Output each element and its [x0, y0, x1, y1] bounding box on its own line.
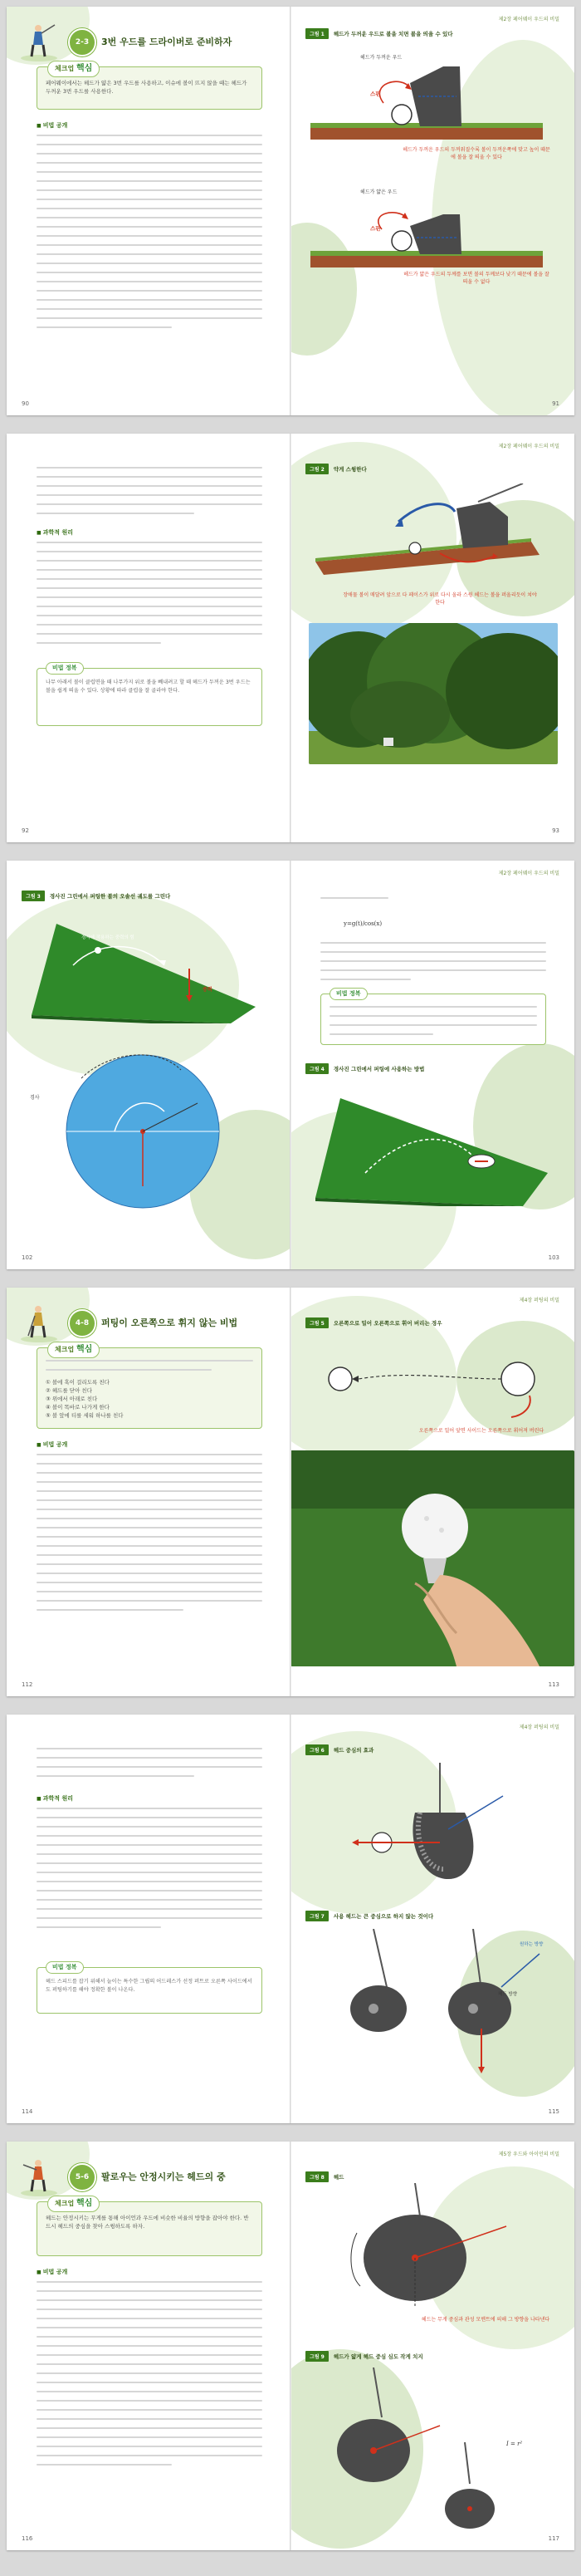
section-title: 팔로우는 안정시키는 헤드의 중 [101, 2171, 226, 2182]
section-title: 퍼팅이 오른쪽으로 휘지 않는 비법 [101, 1317, 238, 1328]
core-prefix: 체크업 [55, 65, 75, 72]
figure-title: 헤드 중심의 효과 [333, 1747, 374, 1754]
left-page [7, 1715, 290, 2123]
core-line: ① 볼에 훅이 걸리도록 친다 [46, 1379, 110, 1386]
figure-9-label [305, 2351, 423, 2362]
swing-note: 장애물 볼이 매달려 앞으로 다 페이스가 위로 다시 올라 스윙 헤드는 볼을 퍼올리듯이 쳐야 한다 [343, 592, 537, 606]
spin-label-2: 스핀 [370, 225, 381, 232]
figure-title: 오른쪽으로 밀어 오른쪽으로 휘어 버리는 경우 [333, 1320, 442, 1327]
figure-1-label [305, 28, 453, 39]
figure-3-label [22, 891, 170, 901]
right-page [290, 2142, 574, 2550]
tip-box [37, 665, 262, 726]
figure-number: 그림 2 [305, 464, 329, 474]
right-page [290, 1715, 574, 2123]
thick-wood-label: 헤드가 두꺼운 우드 [360, 55, 403, 61]
figure-title: 헤드가 두꺼운 우드로 볼을 치면 볼을 띄울 수 있다 [333, 31, 453, 37]
figure-8-label [305, 2171, 344, 2182]
subhead: ■ 비법 공개 [37, 121, 67, 130]
thick-wood-note: 헤드가 두꺼운 우드의 두꺼워질수록 볼이 두꺼운쪽에 맞고 높이 때문에 볼을 잘 띄울 수 있다 [403, 147, 550, 160]
tip-text: 헤드 스피드를 잡기 위해서 늘이는 특수한 그립의 어드레스가 선정 퍼트로 오른쪽 사이드에서도 퍼팅하기를 해야 정확한 볼이 나온다. [46, 1979, 252, 1993]
tip-text: 나무 아래서 볼이 클럽면을 때 나무가지 위로 볼을 빼내려고 할 때 헤드가 두꺼운 3번 우드는 볼을 쉽게 띄울 수 있다. 상황에 따라 클럽을 잘 골라야 한다. [46, 680, 251, 694]
slope-putting-illustration [307, 1082, 556, 1206]
swing-illustration [315, 483, 556, 591]
tip-tag [46, 662, 84, 675]
tip-label: 비법 [52, 665, 64, 671]
core-line: ② 헤드를 닫아 친다 [46, 1387, 92, 1395]
body-text [37, 467, 262, 522]
golfer-illustration [18, 1303, 60, 1342]
page-number: 115 [548, 2108, 559, 2115]
page-number: 114 [22, 2108, 33, 2115]
page-number: 103 [548, 1254, 559, 1261]
right-page [290, 1288, 574, 1696]
page-number: 90 [22, 400, 29, 407]
section-badge: 5-6 [68, 2163, 96, 2191]
spread-3 [7, 861, 574, 1269]
page-number: 112 [22, 1681, 33, 1688]
section-badge: 2-3 [68, 28, 96, 56]
spread-1 [7, 7, 574, 415]
core-line: ④ 볼이 똑바로 나가게 한다 [46, 1404, 110, 1411]
heavy-heads-illustration [324, 1929, 556, 2078]
core-tag [47, 61, 100, 77]
subhead: ■ 과학적 원리 [37, 528, 73, 537]
tip-word: 정복 [349, 990, 361, 997]
tip-box [37, 1964, 262, 2014]
tip-tag [330, 988, 368, 1000]
core-line: ③ 위에서 아래로 친다 [46, 1396, 98, 1403]
formula: y=g(t)/cos(x) [344, 920, 383, 927]
figure-2-label [305, 464, 367, 474]
body-text [37, 1748, 262, 1784]
core-box [37, 66, 262, 110]
page-number: 116 [22, 2535, 33, 2542]
subhead: ■ 비법 공개 [37, 1440, 67, 1449]
left-page [7, 861, 290, 1269]
figure-5-label [305, 1317, 442, 1328]
left-page [7, 434, 290, 842]
slope-force-label: 경사에 작용하는 중력의 힘 [81, 935, 134, 940]
page-number: 91 [552, 400, 559, 407]
figure-number: 그림 9 [305, 2351, 329, 2362]
running-head: 제4장 퍼팅의 비밀 [519, 1298, 559, 1303]
figure-6-label [305, 1744, 374, 1755]
section-title: 3번 우드를 드라이버로 준비하자 [101, 37, 232, 47]
right-page [290, 434, 574, 842]
spread-2 [7, 434, 574, 842]
figure-number: 그림 6 [305, 1744, 329, 1755]
body-text-2 [320, 942, 546, 988]
figure-title: 약게 스윙한다 [333, 466, 367, 473]
core-line: ⑤ 볼 앞에 티를 세워 하나를 친다 [46, 1412, 124, 1420]
head-center-illustration [340, 1763, 523, 1887]
figure-4-label [305, 1063, 424, 1074]
body-text-2 [37, 1808, 262, 1936]
core-label: 핵심 [76, 2199, 93, 2208]
body-text [37, 1454, 262, 1618]
left-page [7, 7, 290, 415]
core-prefix: 체크업 [55, 2200, 75, 2207]
body-text [37, 135, 262, 336]
core-text: 헤드는 안정시키는 무게를 통해 아이언과 우드에 비슷한 비율의 방향을 잡아야 한다. 반드시 헤드의 중심을 찾아 스윙하도록 하자. [46, 2215, 249, 2230]
spread-6 [7, 2142, 574, 2550]
slope-green-illustration [23, 907, 272, 1023]
spread-4 [7, 1288, 574, 1696]
golfer-illustration [18, 2156, 60, 2196]
head-direction-label: 헤드 방향 [498, 1992, 518, 1997]
figure-number: 그림 4 [305, 1063, 329, 1074]
body-text-2 [37, 542, 262, 651]
thin-wood-label: 헤드가 얇은 우드 [360, 189, 398, 195]
thick-wood-illustration [310, 58, 559, 158]
tip-word: 정복 [65, 1964, 77, 1970]
inertia-formula: I = r² [506, 2441, 523, 2447]
core-prefix: 체크업 [55, 1346, 75, 1353]
figure-7-label [305, 1911, 433, 1921]
running-head: 제2장 페어웨이 우드의 비밀 [498, 871, 559, 876]
head-moment-illustration [324, 2183, 540, 2316]
core-label: 핵심 [76, 64, 93, 73]
moment-note: 헤드는 무게 중심과 관성 모멘트에 의해 그 방향을 나타낸다 [421, 2317, 550, 2323]
trees-photo [309, 623, 558, 764]
left-page [7, 2142, 290, 2550]
putting-photo [290, 1450, 574, 1666]
tip-tag [46, 1961, 84, 1974]
tip-label: 비법 [336, 990, 348, 997]
golfer-illustration [18, 22, 60, 61]
desired-direction-label: 원하는 방향 [520, 1942, 544, 1947]
core-box [37, 1347, 262, 1429]
slope-label: 경사 [30, 1095, 40, 1101]
figure-title: 경사진 그린에서 퍼팅한 볼의 오솔선 궤도를 그린다 [49, 893, 171, 900]
figure-number: 그림 3 [22, 891, 45, 901]
figure-title: 헤드 [333, 2174, 344, 2181]
running-head: 제4장 퍼팅의 비밀 [519, 1725, 559, 1730]
core-tag [47, 1342, 100, 1358]
figure-number: 그림 5 [305, 1317, 329, 1328]
running-head: 제5장 우드와 아이언의 비밀 [498, 2152, 559, 2157]
spread-5 [7, 1715, 574, 2123]
body-text [37, 2281, 262, 2473]
tip-word: 정복 [65, 665, 77, 671]
core-label: 핵심 [76, 1345, 93, 1354]
page-number: 113 [548, 1681, 559, 1688]
figure-number: 그림 7 [305, 1911, 329, 1921]
gravity-label: 중력 [203, 987, 212, 993]
page-number: 93 [552, 827, 559, 834]
page-number: 102 [22, 1254, 33, 1261]
section-badge: 4-8 [68, 1309, 96, 1337]
right-page [290, 7, 574, 415]
thin-wood-note: 헤드가 얇은 우드의 두께를 보면 볼의 두께보다 낮기 때문에 볼을 잘 띄울 수 없다 [403, 272, 549, 285]
thin-head-illustration [315, 2367, 556, 2534]
spin-label: 스핀 [370, 91, 381, 97]
tip-label: 비법 [52, 1964, 64, 1970]
figure-title: 사용 헤드는 큰 중심으로 하지 않는 것이다 [333, 1913, 434, 1920]
body-text [320, 897, 546, 906]
figure-number: 그림 8 [305, 2171, 329, 2182]
running-head: 제2장 페어웨이 우드의 비밀 [498, 444, 559, 449]
core-text: 페어웨이에서는 헤드가 얇은 3번 우드를 사용하고, 이슈에 볼이 뜨지 않을 때는 헤드가 두꺼운 3번 우드를 사용한다. [46, 80, 247, 96]
tip-box [320, 990, 546, 1045]
circle-diagram [56, 1045, 239, 1211]
figure-title: 헤드가 얇게 헤드 중심 심도 작게 치지 [333, 2353, 423, 2360]
core-tag [47, 2196, 100, 2212]
subhead: ■ 과학적 원리 [37, 1794, 73, 1803]
left-page [7, 1288, 290, 1696]
curve-note: 오른쪽으로 밀어 앞면 사이드는 오른쪽으로 휘어져 버린다 [418, 1428, 544, 1434]
subhead: ■ 비법 공개 [37, 2268, 67, 2276]
page-number: 92 [22, 827, 29, 834]
core-box [37, 2201, 262, 2256]
figure-title: 경사진 그린에서 퍼팅에 사용하는 방법 [333, 1066, 425, 1072]
figure-number: 그림 1 [305, 28, 329, 39]
right-page [290, 861, 574, 1269]
running-head: 제2장 페어웨이 우드의 비밀 [498, 17, 559, 22]
ball-curve-illustration [315, 1346, 556, 1437]
page-number: 117 [548, 2535, 559, 2542]
